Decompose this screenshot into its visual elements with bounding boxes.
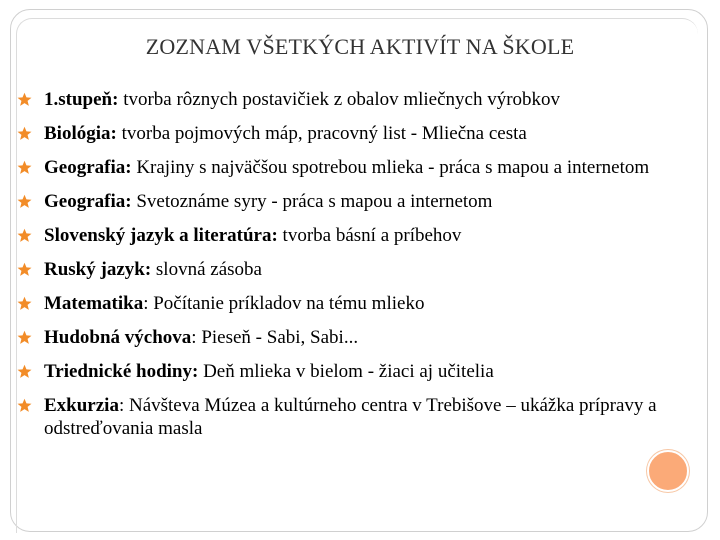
orange-star-bullet-icon bbox=[17, 228, 32, 243]
list-item bbox=[14, 326, 704, 349]
list-item bbox=[14, 88, 704, 111]
list-item bbox=[14, 122, 704, 145]
orange-star-bullet-icon bbox=[17, 330, 32, 345]
activity-description: tvorba básní a príbehov bbox=[277, 225, 462, 246]
orange-star-bullet-icon bbox=[17, 398, 32, 413]
decorative-orange-circle bbox=[647, 450, 689, 492]
activity-description: Svetoznáme syry - práca s mapou a internetom bbox=[131, 191, 493, 212]
activity-description: Krajiny s najväčšou spotrebou mlieka - práca s mapou a internetom bbox=[131, 157, 650, 178]
list-item bbox=[14, 394, 704, 440]
orange-star-bullet-icon bbox=[17, 92, 32, 107]
orange-star-bullet-icon bbox=[17, 262, 32, 277]
activity-subject: Matematika bbox=[44, 293, 144, 314]
activity-description: Deň mlieka v bielom - žiaci aj učitelia bbox=[198, 361, 494, 382]
orange-star-bullet-icon bbox=[17, 126, 32, 141]
activity-subject: Biológia: bbox=[44, 123, 117, 144]
activity-subject: Slovenský jazyk a literatúra: bbox=[44, 225, 278, 246]
activity-subject: Hudobná výchova bbox=[44, 327, 192, 348]
activity-description: tvorba rôznych postavičiek z obalov mliečnych výrobkov bbox=[118, 89, 561, 110]
activity-description: : Pieseň - Sabi, Sabi... bbox=[191, 327, 359, 348]
orange-star-bullet-icon bbox=[17, 296, 32, 311]
activity-description: slovná zásoba bbox=[151, 259, 262, 280]
list-item bbox=[14, 190, 704, 213]
activity-description: : Počítanie príkladov na tému mlieko bbox=[143, 293, 425, 314]
list-item bbox=[14, 292, 704, 315]
activity-subject: Ruský jazyk: bbox=[44, 259, 152, 280]
activity-list bbox=[14, 88, 704, 451]
activity-description: : Návšteva Múzea a kultúrneho centra v Trebišove – ukážka prípravy a odstreďovania masla bbox=[44, 395, 657, 439]
orange-star-bullet-icon bbox=[17, 364, 32, 379]
list-item bbox=[14, 156, 704, 179]
list-item bbox=[14, 360, 704, 383]
list-item bbox=[14, 258, 704, 281]
activity-subject: Triednické hodiny: bbox=[44, 361, 199, 382]
activity-subject: 1.stupeň: bbox=[44, 89, 119, 110]
activity-subject: Geografia: bbox=[44, 157, 132, 178]
activity-subject: Geografia: bbox=[44, 191, 132, 212]
activity-subject: Exkurzia bbox=[44, 395, 119, 416]
list-item bbox=[14, 224, 704, 247]
orange-star-bullet-icon bbox=[17, 194, 32, 209]
orange-star-bullet-icon bbox=[17, 160, 32, 175]
activity-description: tvorba pojmových máp, pracovný list - Mliečna cesta bbox=[116, 123, 527, 144]
slide-title: ZOZNAM VŠETKÝCH AKTIVÍT NA ŠKOLE bbox=[145, 34, 575, 59]
